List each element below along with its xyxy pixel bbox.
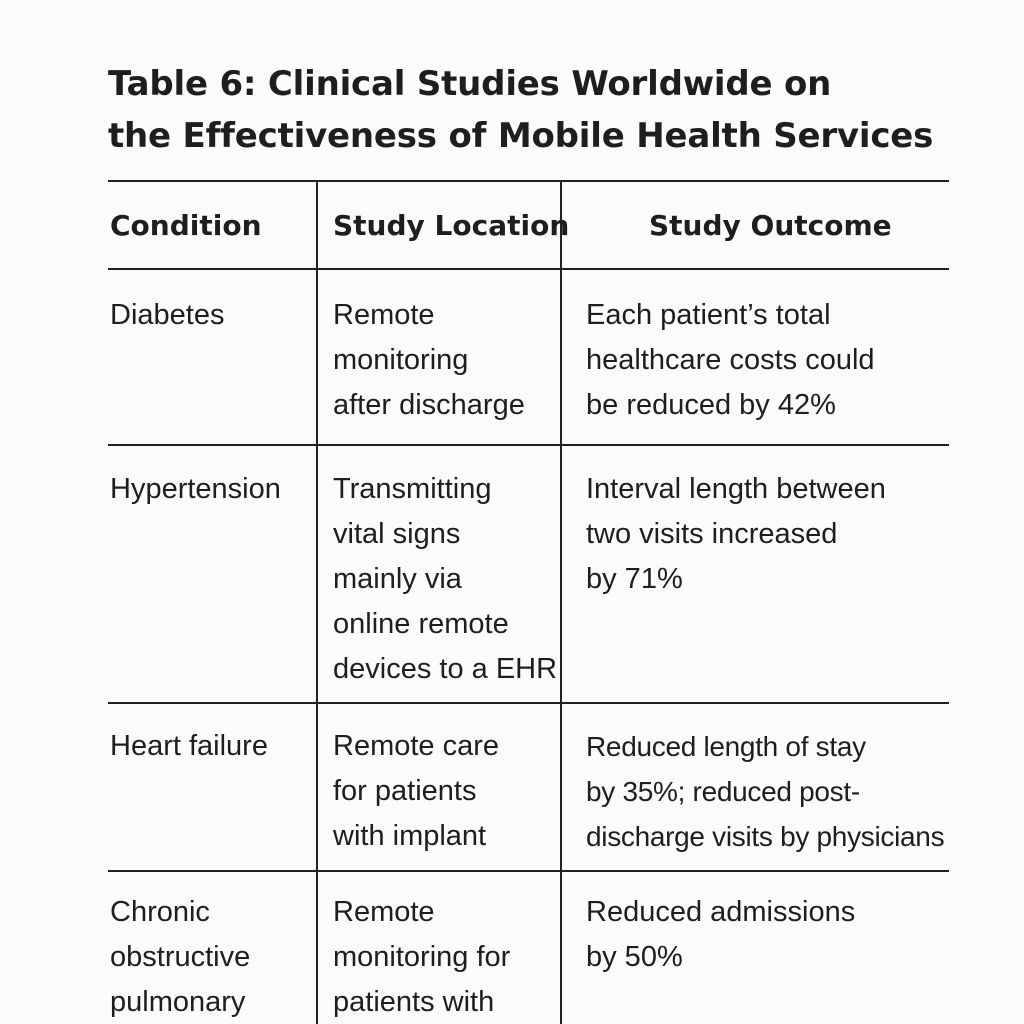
header-study-location: Study Location: [333, 209, 570, 242]
table-top-rule: [108, 180, 949, 182]
header-study-outcome: Study Outcome: [649, 209, 892, 242]
cell-study-outcome: Interval length between two visits increased by 71%: [586, 473, 886, 595]
table-title-line-2: the Effectiveness of Mobile Health Services: [108, 116, 934, 156]
table-row-divider: [108, 702, 949, 704]
cell-condition: Heart failure: [110, 730, 268, 762]
table-column-divider: [316, 181, 318, 1024]
cell-study-location: Remote monitoring for patients with: [333, 896, 511, 1018]
cell-condition: Diabetes: [110, 299, 225, 331]
cell-study-location: Transmitting vital signs mainly via online remote devices to a EHR: [333, 473, 558, 685]
cell-study-outcome: Reduced admissions by 50%: [586, 896, 856, 973]
table-title-line-1: Table 6: Clinical Studies Worldwide on: [108, 64, 832, 104]
cell-study-outcome: Reduced length of stay by 35%; reduced post- discharge visits by physicians: [586, 731, 945, 852]
header-condition: Condition: [110, 209, 262, 242]
table-column-divider: [560, 181, 562, 1024]
table-row-divider: [108, 870, 949, 872]
table-title: [108, 58, 988, 162]
cell-condition: Chronic obstructive pulmonary: [110, 896, 251, 1018]
cell-condition: Hypertension: [110, 473, 281, 505]
cell-study-location: Remote monitoring after discharge: [333, 299, 525, 421]
table-header-rule: [108, 268, 949, 270]
table-row-divider: [108, 444, 949, 446]
cell-study-outcome: Each patient’s total healthcare costs could be reduced by 42%: [586, 299, 875, 421]
cell-study-location: Remote care for patients with implant: [333, 730, 500, 852]
